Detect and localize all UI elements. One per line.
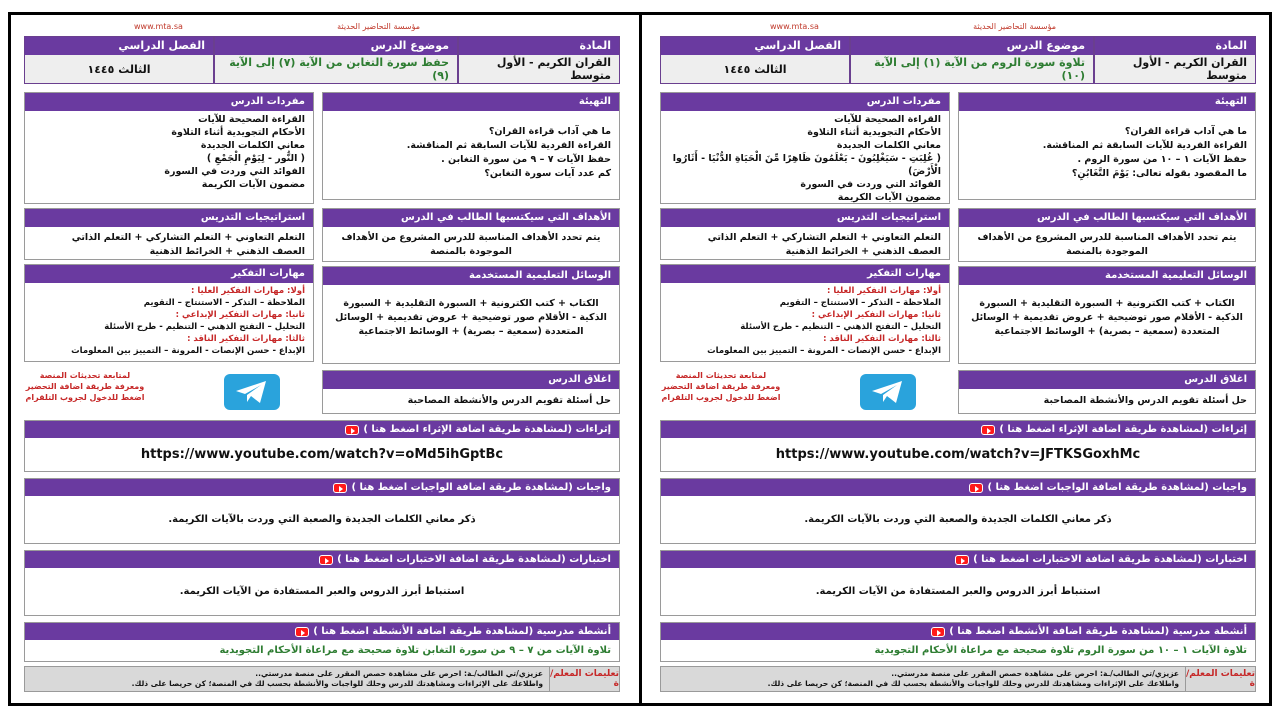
subject-value: القران الكريم - الأول متوسط: [459, 55, 619, 83]
activities-section: [24, 622, 620, 662]
strategies-title: استراتيجيات التدريس: [661, 209, 949, 227]
strategy-line: التعلم التعاوني + التعلم التشاركي + التعلم الذاتي: [71, 232, 305, 243]
homework-text: ذكر معاني الكلمات الجديدة والصعبة التي وردت بالآيات الكريمة.: [168, 514, 476, 525]
homework-section: [660, 478, 1256, 544]
subject-value: القران الكريم - الأول متوسط: [1095, 55, 1255, 83]
skills-title: مهارات التفكير: [25, 265, 313, 283]
homework-title-text: واجبات (لمشاهدة طريقة اضافة الواجبات اضغط هنا ): [351, 482, 611, 493]
tools-text: الكتاب + كتب الكترونية + السبورة التقليدية + السبورة الذكية - الأقلام صور توضيحية + عروض تقديمية + الوسائل المتعددة (سمعية – بصرية) + الوسائط الاجتماعية: [335, 298, 607, 337]
semester-value: الثالث ١٤٤٥: [661, 55, 849, 83]
enrichment-section: [24, 420, 620, 472]
enrichment-url[interactable]: https://www.youtube.com/watch?v=oMd5ihGptBc: [140, 447, 504, 462]
skills-heading: ثالثا: مهارات التفكير الناقد :: [823, 334, 941, 344]
tests-title-text: اختبارات (لمشاهدة طريقة اضافة الاختبارات اضغط هنا ): [337, 554, 611, 565]
enrichment-title-text: إثراءات (لمشاهدة طريقة اضافة الإثراء اضغط هنا ): [363, 424, 611, 435]
intro-line: ما هي آداب قراءة القران؟: [1124, 126, 1247, 137]
strategies-title: استراتيجيات التدريس: [25, 209, 313, 227]
youtube-icon[interactable]: [295, 627, 309, 637]
youtube-icon[interactable]: [955, 555, 969, 565]
skills-heading: ثانيا: مهارات التفكير الإبداعي :: [811, 310, 941, 320]
topic-value: حفظ سورة التغابن من الآية (٧) إلى الآية (٩): [215, 55, 457, 83]
intro-title: التهيئة: [959, 93, 1255, 111]
skills-line: الملاحظة – التذكر – الاستنتاج – التقويم: [143, 298, 305, 308]
skills-heading: أولا: مهارات التفكير العليا :: [826, 286, 941, 296]
youtube-icon[interactable]: [345, 425, 359, 435]
teacher-line: عزيزي/تي الطالب/ـة: احرص على مشاهدة حصص المقرر على منصة مدرستي..: [255, 669, 543, 678]
subject-cell: [458, 36, 620, 84]
activities-title-text: أنشطة مدرسية (لمشاهدة طريقة اضافة الأنشطة اضغط هنا ): [949, 626, 1247, 637]
vocab-line: مضمون الآيات الكريمة: [837, 192, 941, 203]
tools-text: الكتاب + كتب الكترونية + السبورة التقليدية + السبورة الذكية - الأقلام صور توضيحية + عروض تقديمية + الوسائل المتعددة (سمعية – بصرية) + الوسائط الاجتماعية: [971, 298, 1243, 337]
closing-title: اغلاق الدرس: [323, 371, 619, 389]
goals-box: [322, 208, 620, 262]
topic-value: تلاوة سورة الروم من الآية (١) إلى الآية (١٠): [851, 55, 1093, 83]
top-line: [24, 22, 620, 34]
lesson-plan-page-left: [24, 20, 620, 700]
enrichment-title[interactable]: [661, 421, 1255, 438]
telegram-icon[interactable]: [224, 374, 280, 410]
intro-box: [958, 92, 1256, 200]
vocab-line: الفوائد التي وردت في السورة: [164, 166, 305, 177]
teacher-instructions: [660, 666, 1256, 692]
promo-line: لمتابعة تحديثات المنصة: [675, 371, 767, 380]
skills-box: [660, 264, 950, 362]
tests-title[interactable]: [661, 551, 1255, 568]
tests-section: [660, 550, 1256, 616]
teacher-label: تعليمات المعلم/ة: [1186, 669, 1255, 689]
semester-value: الثالث ١٤٤٥: [25, 55, 213, 83]
youtube-icon[interactable]: [981, 425, 995, 435]
closing-text: حل أسئلة تقويم الدرس والأنشطة المصاحبة: [407, 395, 611, 406]
activities-title[interactable]: [661, 623, 1255, 640]
vocab-line: الفوائد التي وردت في السورة: [800, 179, 941, 190]
strategies-box: [660, 208, 950, 260]
vocab-title: مفردات الدرس: [25, 93, 313, 111]
subject-label: المادة: [1095, 37, 1255, 55]
telegram-promo[interactable]: [656, 370, 786, 403]
strategies-box: [24, 208, 314, 260]
skills-line: الإبداع - حسن الإنصات - المرونة – التمييز بين المعلومات: [707, 346, 941, 356]
tests-title-text: اختبارات (لمشاهدة طريقة اضافة الاختبارات اضغط هنا ): [973, 554, 1247, 565]
promo-line: اضغط للدخول لجروب التلقرام: [25, 393, 145, 402]
site-link[interactable]: www.mta.sa: [770, 22, 819, 31]
skills-line: الإبداع - حسن الإنصات - المرونة – التمييز بين المعلومات: [71, 346, 305, 356]
tools-title: الوسائل التعليمية المستخدمة: [323, 267, 619, 285]
semester-label: الفصل الدراسي: [661, 37, 849, 55]
strategy-line: العصف الذهني + الخرائط الذهنية: [785, 246, 941, 257]
activities-section: [660, 622, 1256, 662]
subject-cell: [1094, 36, 1256, 84]
org-name: مؤسسة التحاضير الحديثة: [337, 22, 420, 31]
skills-line: الملاحظة – التذكر – الاستنتاج – التقويم: [779, 298, 941, 308]
page-divider: [639, 12, 642, 706]
strategy-line: العصف الذهني + الخرائط الذهنية: [149, 246, 305, 257]
skills-heading: أولا: مهارات التفكير العليا :: [190, 286, 305, 296]
homework-title[interactable]: [25, 479, 619, 496]
homework-section: [24, 478, 620, 544]
skills-box: [24, 264, 314, 362]
lesson-plan-page-right: [660, 20, 1256, 700]
closing-box: [958, 370, 1256, 414]
vocab-line: مضمون الآيات الكريمة: [201, 179, 305, 190]
semester-cell: [660, 36, 850, 84]
promo-line: ومعرفة طريقة اضافة التحضير: [25, 382, 145, 391]
semester-label: الفصل الدراسي: [25, 37, 213, 55]
tools-box: [322, 266, 620, 364]
intro-line: القراءة الفردية للآيات السابقة ثم المناقشة.: [406, 140, 611, 151]
semester-cell: [24, 36, 214, 84]
lesson-header: [660, 36, 1256, 84]
intro-line: ما هي آداب قراءة القران؟: [488, 126, 611, 137]
tests-title[interactable]: [25, 551, 619, 568]
teacher-line: عزيزي/تي الطالب/ـة: احرص على مشاهدة حصص المقرر على منصة مدرستي..: [891, 669, 1179, 678]
homework-text: ذكر معاني الكلمات الجديدة والصعبة التي وردت بالآيات الكريمة.: [804, 514, 1112, 525]
topic-label: موضوع الدرس: [215, 37, 457, 55]
closing-text: حل أسئلة تقويم الدرس والأنشطة المصاحبة: [1043, 395, 1247, 406]
goals-title: الأهداف التي سيكتسبها الطالب في الدرس: [959, 209, 1255, 227]
intro-line: كم عدد آيات سورة التغابن؟: [484, 168, 611, 179]
telegram-icon[interactable]: [860, 374, 916, 410]
goals-box: [958, 208, 1256, 262]
skills-line: التحليل – التفتح الذهني – التنظيم - طرح الأسئلة: [104, 322, 305, 332]
intro-line: القراءة الفردية للآيات السابقة ثم المناقشة.: [1042, 140, 1247, 151]
closing-title: اغلاق الدرس: [959, 371, 1255, 389]
strategy-line: التعلم التعاوني + التعلم التشاركي + التعلم الذاتي: [707, 232, 941, 243]
activities-title-text: أنشطة مدرسية (لمشاهدة طريقة اضافة الأنشطة اضغط هنا ): [313, 626, 611, 637]
activities-text: تلاوة الآيات من ٧ – ٩ من سورة التغابن تلاوة صحيحة مع مراعاة الأحكام التجويدية: [219, 645, 611, 656]
tests-section: [24, 550, 620, 616]
topic-cell: [214, 36, 458, 84]
site-link[interactable]: www.mta.sa: [134, 22, 183, 31]
goals-text: يتم تحدد الأهداف المناسبة للدرس المشروع من الأهداف الموجودة بالمنصة: [341, 232, 601, 257]
closing-box: [322, 370, 620, 414]
teacher-instructions: [24, 666, 620, 692]
teacher-line: واطلاعك على الإثراءات ومشاهدتك للدرس وحلك للواجبات والأنشطة بحسب لك في المنصة؛ كن حريصا على ذلك.: [767, 679, 1179, 688]
teacher-label: تعليمات المعلم/ة: [550, 669, 619, 689]
skills-line: التحليل – التفتح الذهني – التنظيم - طرح الأسئلة: [740, 322, 941, 332]
homework-title-text: واجبات (لمشاهدة طريقة اضافة الواجبات اضغط هنا ): [987, 482, 1247, 493]
topic-label: موضوع الدرس: [851, 37, 1093, 55]
vocab-line: القراءة الصحيحة للآيات: [834, 114, 941, 125]
intro-line: حفظ الآيات ١ – ١٠ من سورة الروم .: [1077, 154, 1247, 165]
intro-box: [322, 92, 620, 200]
youtube-icon[interactable]: [333, 483, 347, 493]
tests-text: استنباط أبرز الدروس والعبر المستفادة من الآيات الكريمة.: [815, 586, 1101, 597]
skills-title: مهارات التفكير: [661, 265, 949, 283]
subject-label: المادة: [459, 37, 619, 55]
promo-line: اضغط للدخول لجروب التلقرام: [661, 393, 781, 402]
telegram-promo[interactable]: [20, 370, 150, 403]
vocab-line: القراءة الصحيحة للآيات: [198, 114, 305, 125]
tools-box: [958, 266, 1256, 364]
youtube-icon[interactable]: [931, 627, 945, 637]
homework-title[interactable]: [661, 479, 1255, 496]
vocab-box: [24, 92, 314, 204]
enrichment-title[interactable]: [25, 421, 619, 438]
enrichment-section: [660, 420, 1256, 472]
vocab-line: ( غُلِبَتِ - سَيَغْلِبُونَ - يَعْلَمُونَ ظَاهِرًا مِّنَ الْحَيَاةِ الدُّنْيَا - أَثَارُوا الْأَرْضَ): [672, 153, 941, 177]
promo-line: لمتابعة تحديثات المنصة: [39, 371, 131, 380]
goals-text: يتم تحدد الأهداف المناسبة للدرس المشروع من الأهداف الموجودة بالمنصة: [977, 232, 1237, 257]
teacher-line: واطلاعك على الإثراءات ومشاهدتك للدرس وحلك للواجبات والأنشطة بحسب لك في المنصة؛ كن حريصا على ذلك.: [131, 679, 543, 688]
top-line: [660, 22, 1256, 34]
intro-line: حفظ الآيات ٧ – ٩ من سورة التغابن .: [441, 154, 611, 165]
vocab-line: معاني الكلمات الجديدة: [200, 140, 305, 151]
vocab-line: معاني الكلمات الجديدة: [836, 140, 941, 151]
topic-cell: [850, 36, 1094, 84]
skills-heading: ثالثا: مهارات التفكير الناقد :: [187, 334, 305, 344]
vocab-line: الأحكام التجويدية أثناء التلاوة: [807, 127, 941, 138]
skills-heading: ثانيا: مهارات التفكير الإبداعي :: [175, 310, 305, 320]
enrichment-title-text: إثراءات (لمشاهدة طريقة اضافة الإثراء اضغط هنا ): [999, 424, 1247, 435]
vocab-title: مفردات الدرس: [661, 93, 949, 111]
activities-title[interactable]: [25, 623, 619, 640]
youtube-icon[interactable]: [969, 483, 983, 493]
lesson-header: [24, 36, 620, 84]
youtube-icon[interactable]: [319, 555, 333, 565]
vocab-line: ( النُّور - لِيَوْمِ الْجَمْعِ ): [206, 153, 305, 164]
tests-text: استنباط أبرز الدروس والعبر المستفادة من الآيات الكريمة.: [179, 586, 465, 597]
vocab-box: [660, 92, 950, 204]
enrichment-url[interactable]: https://www.youtube.com/watch?v=JFTKSGoxhMc: [775, 447, 1141, 462]
activities-text: تلاوة الآيات ١ – ١٠ من سورة الروم تلاوة صحيحة مع مراعاة الأحكام التجويدية: [874, 645, 1247, 656]
tools-title: الوسائل التعليمية المستخدمة: [959, 267, 1255, 285]
intro-title: التهيئة: [323, 93, 619, 111]
vocab-line: الأحكام التجويدية أثناء التلاوة: [171, 127, 305, 138]
goals-title: الأهداف التي سيكتسبها الطالب في الدرس: [323, 209, 619, 227]
org-name: مؤسسة التحاضير الحديثة: [973, 22, 1056, 31]
intro-line: ما المقصود بقوله تعالى: يَوْمَ التَّغَابُنِ؟: [1071, 168, 1247, 179]
promo-line: ومعرفة طريقة اضافة التحضير: [661, 382, 781, 391]
